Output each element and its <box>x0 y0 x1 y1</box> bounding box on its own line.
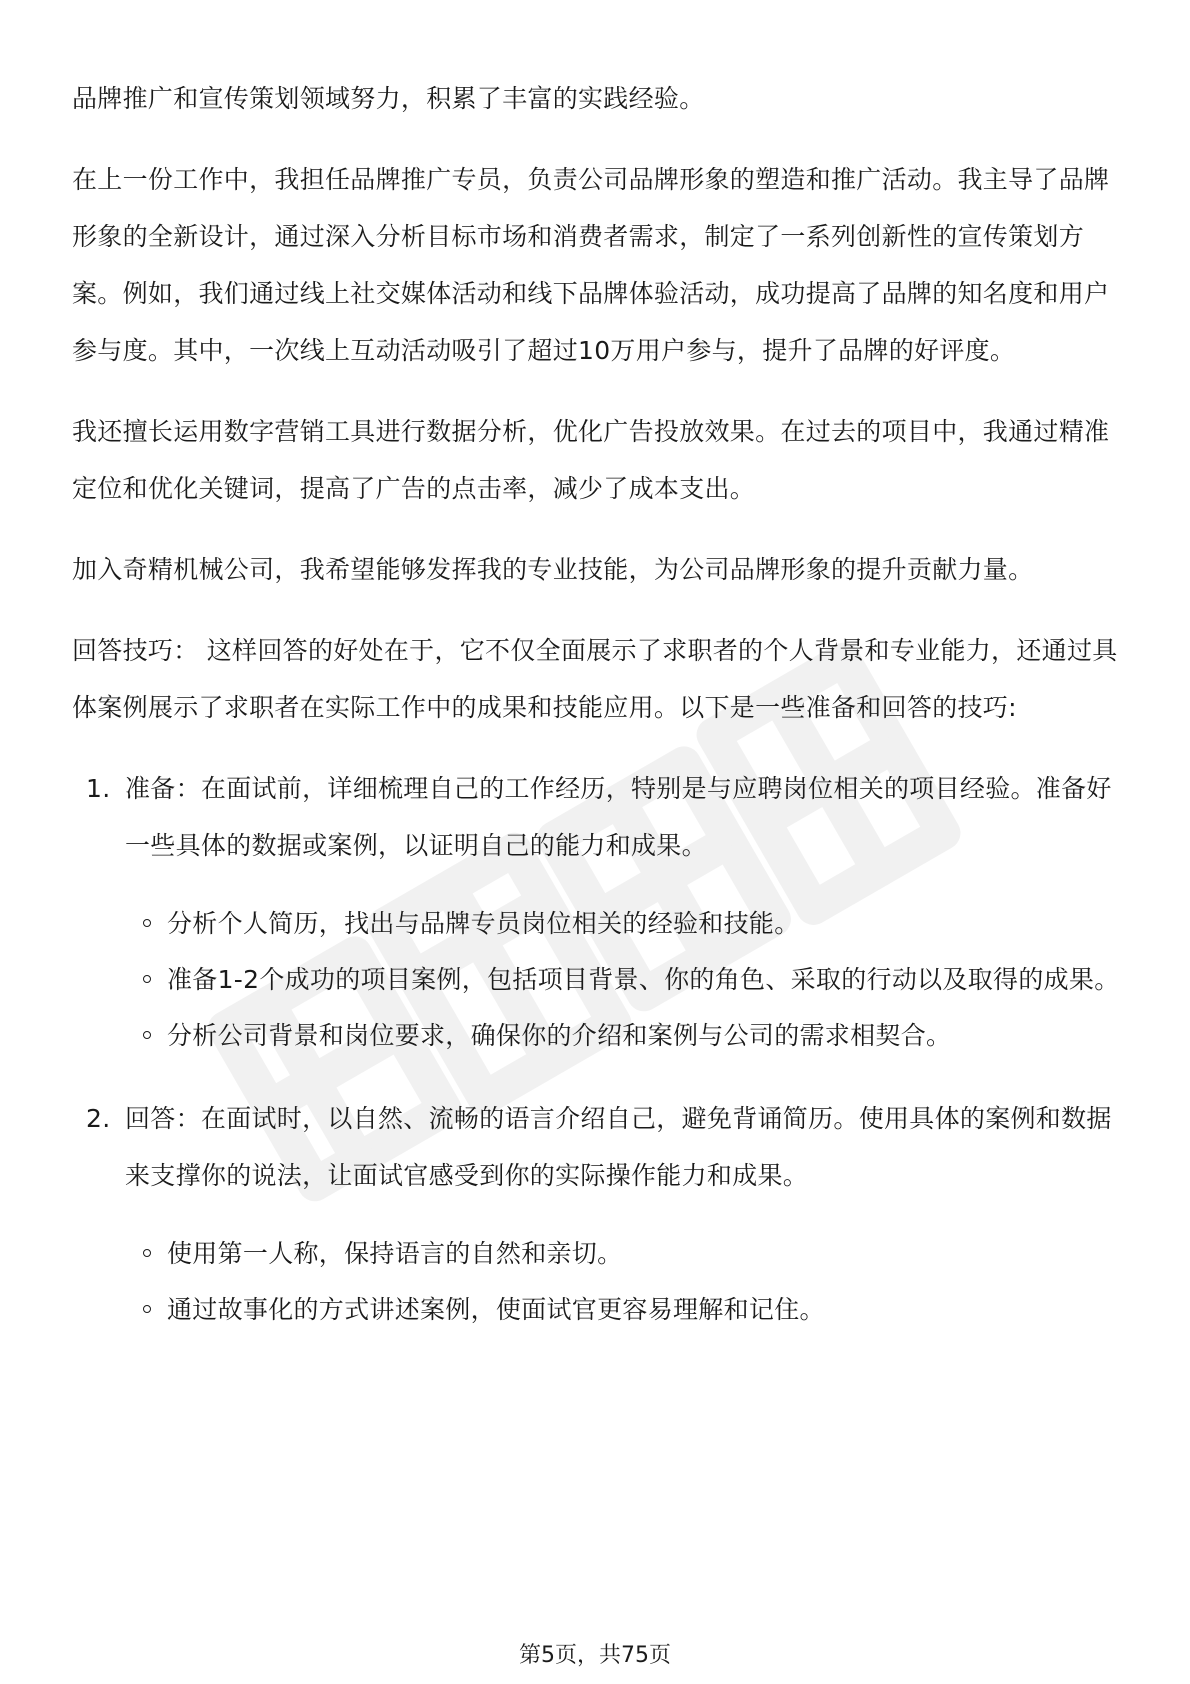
sub-item-text: 使用第一人称，保持语言的自然和亲切。 <box>167 1239 623 1268</box>
document-body <box>72 70 1122 1364</box>
list-item <box>141 1226 1122 1282</box>
list-item <box>72 1090 1122 1338</box>
sub-list <box>125 896 1122 1064</box>
circle-bullet-icon <box>143 919 151 927</box>
circle-bullet-icon <box>143 1249 151 1257</box>
paragraph-skills: 我还擅长运用数字营销工具进行数据分析，优化广告投放效果。在过去的项目中，我通过精准定位和优化关键词，提高了广告的点击率，减少了成本支出。 <box>72 417 1110 503</box>
paragraph-intro: 品牌推广和宣传策划领域努力，积累了丰富的实践经验。 <box>72 84 705 113</box>
circle-bullet-icon <box>143 975 151 983</box>
sub-item-text: 通过故事化的方式讲述案例，使面试官更容易理解和记住。 <box>167 1295 825 1324</box>
list-item <box>141 952 1122 1008</box>
paragraph-tips: 回答技巧： 这样回答的好处在于，它不仅全面展示了求职者的个人背景和专业能力，还通过具体案例展示了求职者在实际工作中的成果和技能应用。以下是一些准备和回答的技巧: <box>72 636 1118 722</box>
step-text: 准备：在面试前，详细梳理自己的工作经历，特别是与应聘岗位相关的项目经验。准备好一些具体的数据或案例，以证明自己的能力和成果。 <box>125 774 1112 860</box>
paragraph-goal: 加入奇精机械公司，我希望能够发挥我的专业技能，为公司品牌形象的提升贡献力量。 <box>72 555 1034 584</box>
step-number: 2. <box>86 1104 111 1133</box>
sub-item-text: 分析个人简历，找出与品牌专员岗位相关的经验和技能。 <box>167 909 800 938</box>
sub-item-text: 分析公司背景和岗位要求，确保你的介绍和案例与公司的需求相契合。 <box>167 1021 952 1050</box>
step-text: 回答：在面试时，以自然、流畅的语言介绍自己，避免背诵简历。使用具体的案例和数据来支撑你的说法，让面试官感受到你的实际操作能力和成果。 <box>125 1104 1112 1190</box>
list-item <box>72 760 1122 1064</box>
page-footer: 第5页，共75页 <box>519 1643 671 1668</box>
sub-list <box>125 1226 1122 1338</box>
list-item <box>141 1282 1122 1338</box>
paragraph-experience: 在上一份工作中，我担任品牌推广专员，负责公司品牌形象的塑造和推广活动。我主导了品牌形象的全新设计，通过深入分析目标市场和消费者需求，制定了一系列创新性的宣传策划方案。例如，我们通过线上社交媒体活动和线下品牌体验活动，成功提高了品牌的知名度和用户参与度。其中，一次线上互动活动吸引了超过10万用户参与，提升了品牌的好评度。 <box>72 165 1110 365</box>
circle-bullet-icon <box>143 1031 151 1039</box>
circle-bullet-icon <box>143 1305 151 1313</box>
sub-item-text: 准备1-2个成功的项目案例，包括项目背景、你的角色、采取的行动以及取得的成果。 <box>167 965 1120 994</box>
step-number: 1. <box>86 774 111 803</box>
list-item <box>141 1008 1122 1064</box>
list-item <box>141 896 1122 952</box>
tips-list <box>72 760 1122 1338</box>
